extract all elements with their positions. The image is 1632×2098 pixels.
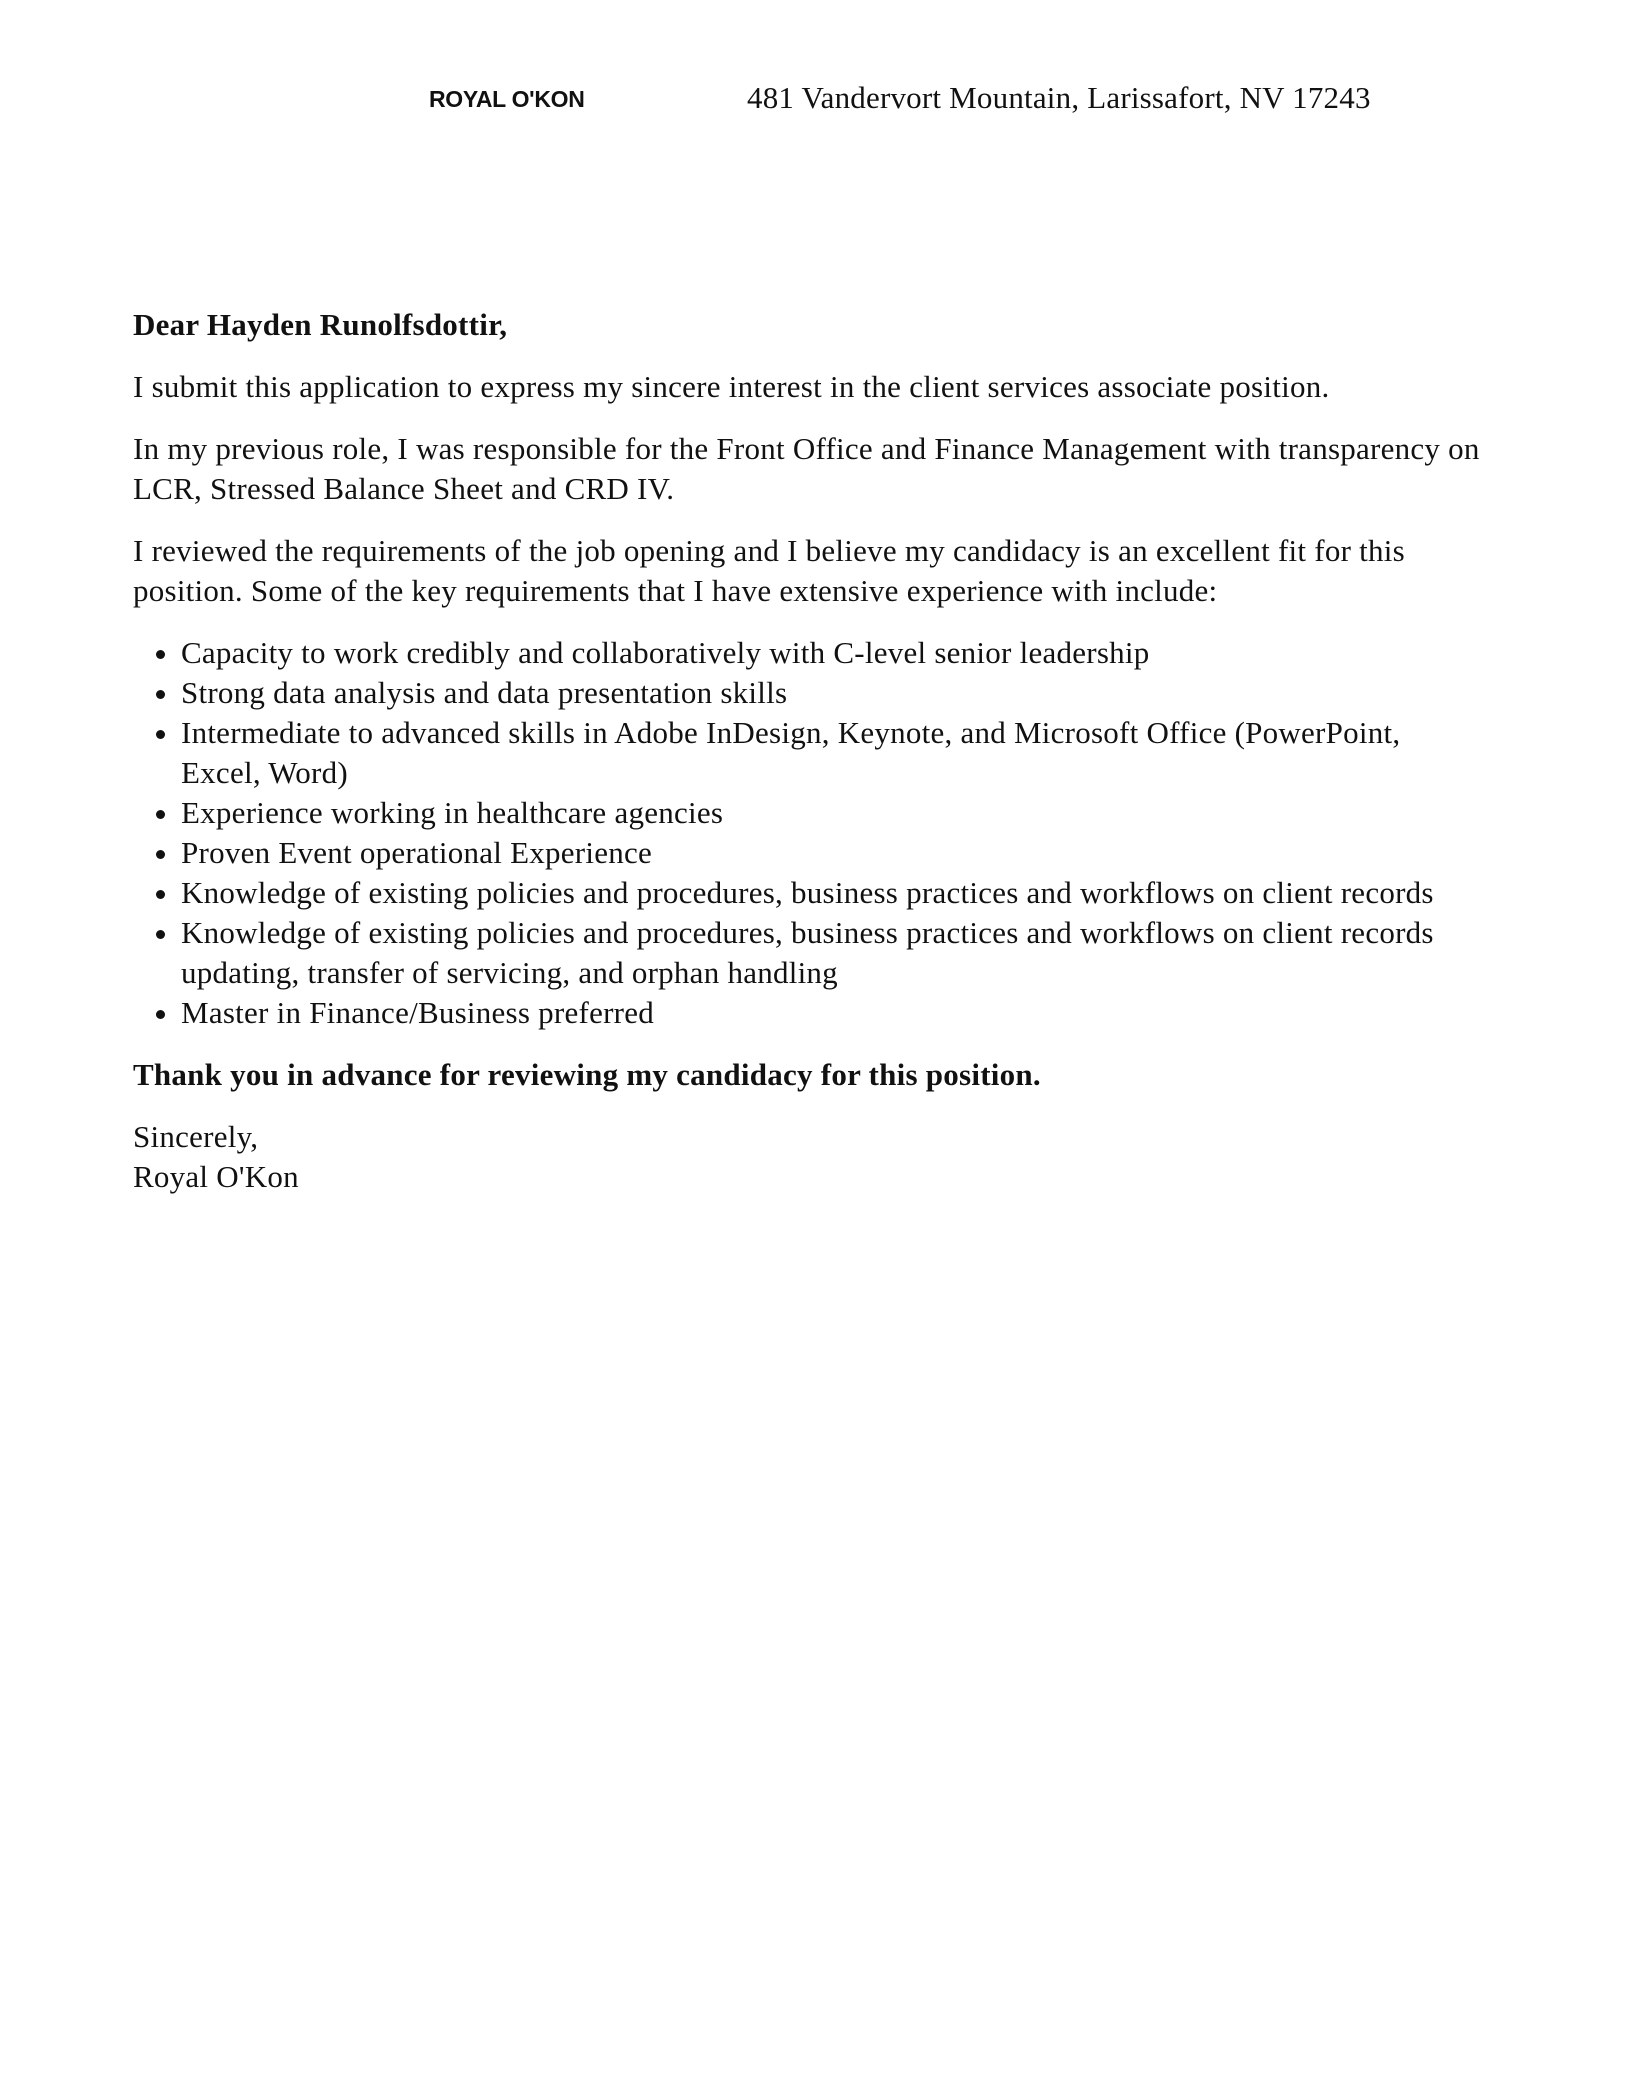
list-item: • Intermediate to advanced skills in Adobe InDesign, Keynote, and Microsoft Office (PowerPoint, Excel, Word) [181,713,1483,793]
letter-body [133,305,1483,1197]
sender-name: ROYAL O'KON [429,86,585,112]
signature-block [133,1117,1483,1197]
valediction: Sincerely, [133,1119,259,1154]
closing-statement: Thank you in advance for reviewing my candidacy for this position. [133,1057,1041,1092]
list-item: • Knowledge of existing policies and procedures, business practices and workflows on client records [181,873,1483,913]
paragraph-previous-role: In my previous role, I was responsible for the Front Office and Finance Management with transparency on LCR, Stressed Balance Sheet and CRD IV. [133,431,1480,506]
signature-name: Royal O'Kon [133,1159,299,1194]
list-item: • Proven Event operational Experience [181,833,1483,873]
sender-address: 481 Vandervort Mountain, Larissafort, NV 17243 [747,80,1371,115]
requirements-list [133,633,1483,1033]
salutation: Dear Hayden Runolfsdottir, [133,307,508,342]
paragraph-intro: I submit this application to express my sincere interest in the client services associate position. [133,369,1330,404]
list-item: • Strong data analysis and data presentation skills [181,673,1483,713]
list-item: • Knowledge of existing policies and procedures, business practices and workflows on client records updating, transfer of servicing, and orphan handling [181,913,1483,993]
list-item: • Experience working in healthcare agencies [181,793,1483,833]
paragraph-requirements: I reviewed the requirements of the job opening and I believe my candidacy is an excellent fit for this position. Some of the key requirements that I have extensive experience with include: [133,533,1405,608]
list-item: • Master in Finance/Business preferred [181,993,1483,1033]
list-item: • Capacity to work credibly and collaboratively with C-level senior leadership [181,633,1483,673]
